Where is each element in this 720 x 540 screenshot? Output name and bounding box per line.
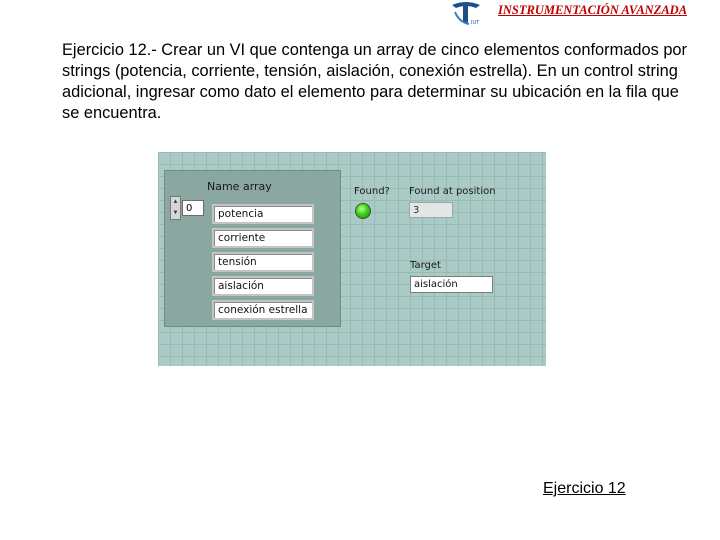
found-at-position-indicator: 3: [409, 202, 453, 218]
exercise-description: Ejercicio 12.- Crear un VI que contenga un array de cinco elementos conformados por strings (potencia, corriente, tensión, aislación, conexión estrella). En un control string adicional, ingresar como dato el elemento para determinar su ubicación en la fila que se encuentra.: [62, 41, 688, 122]
array-index-input[interactable]: 0: [182, 200, 204, 216]
found-led-indicator: [355, 203, 371, 219]
institution-logo-icon: [449, 0, 483, 26]
array-element-3[interactable]: aislación: [212, 276, 314, 296]
labview-front-panel: [158, 152, 546, 366]
found-at-position-label: Found at position: [409, 186, 496, 197]
header-title: INSTRUMENTACIÓN AVANZADA: [498, 3, 688, 17]
array-element-4[interactable]: conexión estrella: [212, 300, 314, 320]
array-element-2[interactable]: tensión: [212, 252, 314, 272]
found-label: Found?: [354, 186, 390, 197]
array-element-0[interactable]: potencia: [212, 204, 314, 224]
figure-caption: Ejercicio 12: [543, 480, 626, 497]
target-label: Target: [410, 260, 441, 271]
array-element-1[interactable]: corriente: [212, 228, 314, 248]
logo-subtext: IUT: [471, 20, 480, 26]
target-string-input[interactable]: aislación: [410, 276, 493, 293]
decrement-arrow-icon[interactable]: ▼: [172, 210, 179, 216]
increment-arrow-icon[interactable]: ▲: [172, 199, 179, 205]
name-array-label: Name array: [207, 180, 272, 193]
index-spinner[interactable]: [170, 196, 181, 220]
